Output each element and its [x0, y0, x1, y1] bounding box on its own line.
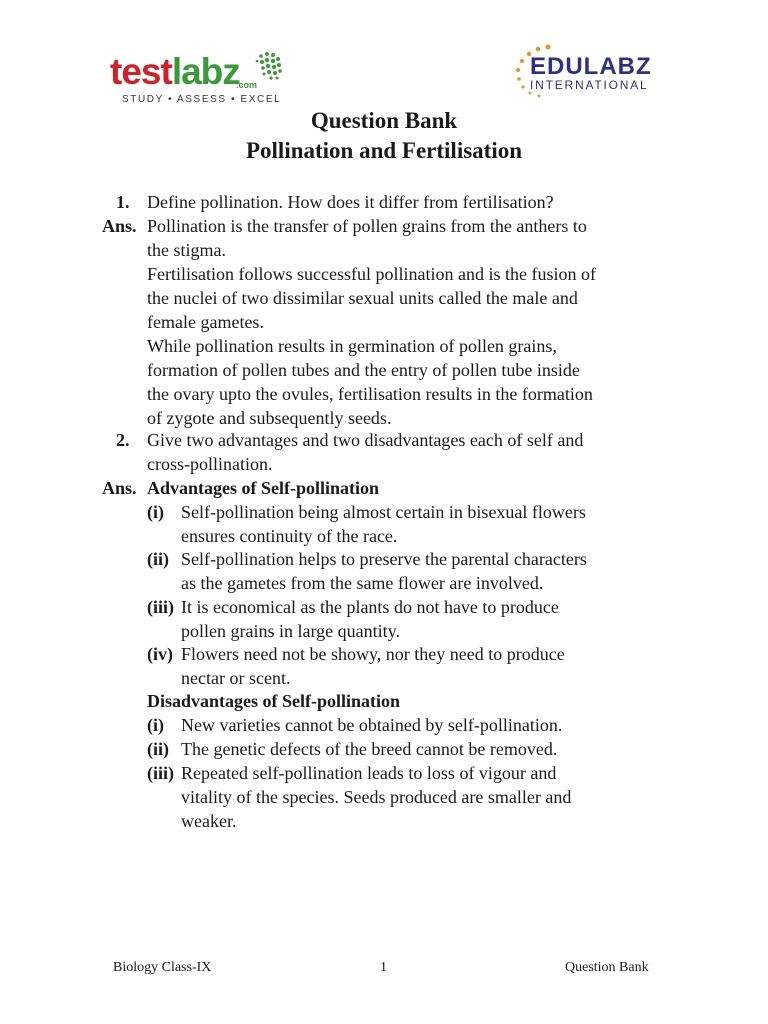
- list-item: Repeated self-pollination leads to loss of vigour and: [181, 763, 557, 783]
- answer-line: the ovary upto the ovules, fertilisation results in the formation: [147, 384, 593, 404]
- answer-line: While pollination results in germination of pollen grains,: [147, 336, 557, 356]
- testlabz-logo: [110, 50, 280, 110]
- answer-line: of zygote and subsequently seeds.: [147, 408, 392, 428]
- list-marker: (ii): [147, 549, 169, 569]
- answer-line: the nuclei of two dissimilar sexual units called the male and: [147, 288, 578, 308]
- answer-label: Ans.: [102, 216, 137, 236]
- list-marker: (iv): [147, 644, 173, 664]
- list-item: nectar or scent.: [181, 668, 291, 688]
- list-item: as the gametes from the same flower are involved.: [181, 573, 544, 593]
- question-text: Define pollination. How does it differ from fertilisation?: [147, 192, 554, 212]
- globe-icon: [250, 50, 284, 84]
- list-marker: (iii): [147, 763, 174, 783]
- list-item: The genetic defects of the breed cannot be removed.: [181, 739, 558, 759]
- question-text: Give two advantages and two disadvantages each of self and: [147, 430, 584, 450]
- list-marker: (i): [147, 715, 164, 735]
- answer-line: Fertilisation follows successful pollination and is the fusion of: [147, 264, 596, 284]
- list-marker: (ii): [147, 739, 169, 759]
- edulabz-logo: [512, 44, 662, 100]
- list-item: pollen grains in large quantity.: [181, 621, 400, 641]
- answer-line: female gametes.: [147, 312, 264, 332]
- list-item: ensures continuity of the race.: [181, 526, 398, 546]
- logo-subtitle: INTERNATIONAL: [530, 78, 649, 92]
- page-number: 1: [380, 960, 387, 975]
- answer-label: Ans.: [102, 478, 137, 498]
- footer-left: Biology Class-IX: [113, 960, 212, 975]
- list-item: weaker.: [181, 811, 237, 831]
- list-item: Self-pollination being almost certain in bisexual flowers: [181, 502, 586, 522]
- section-heading: Disadvantages of Self-pollination: [147, 691, 401, 711]
- question-number: 1.: [116, 192, 130, 212]
- list-item: vitality of the species. Seeds produced are smaller and: [181, 787, 572, 807]
- answer-line: Pollination is the transfer of pollen grains from the anthers to: [147, 216, 587, 236]
- logo-word-test: test: [110, 51, 172, 92]
- footer-right: Question Bank: [565, 960, 649, 975]
- question-text: cross-pollination.: [147, 454, 273, 474]
- question-number: 2.: [116, 430, 130, 450]
- page-subtitle: Pollination and Fertilisation: [245, 138, 523, 163]
- list-item: Flowers need not be showy, nor they need to produce: [181, 644, 565, 664]
- list-marker: (i): [147, 502, 164, 522]
- answer-line: formation of pollen tubes and the entry of pollen tube inside: [147, 360, 580, 380]
- list-item: Self-pollination helps to preserve the parental characters: [181, 549, 587, 569]
- page-title: Question Bank: [310, 108, 458, 133]
- logo-tagline: STUDY • ASSESS • EXCEL: [122, 94, 282, 105]
- answer-line: the stigma.: [147, 240, 226, 260]
- logo-brand: EDULABZ: [530, 53, 652, 80]
- section-heading: Advantages of Self-pollination: [147, 478, 380, 498]
- logo-suffix: .com: [236, 80, 258, 90]
- list-marker: (iii): [147, 597, 174, 617]
- list-item: It is economical as the plants do not have to produce: [181, 597, 559, 617]
- logo-word-labz: labz: [171, 51, 240, 92]
- list-item: New varieties cannot be obtained by self-pollination.: [181, 715, 563, 735]
